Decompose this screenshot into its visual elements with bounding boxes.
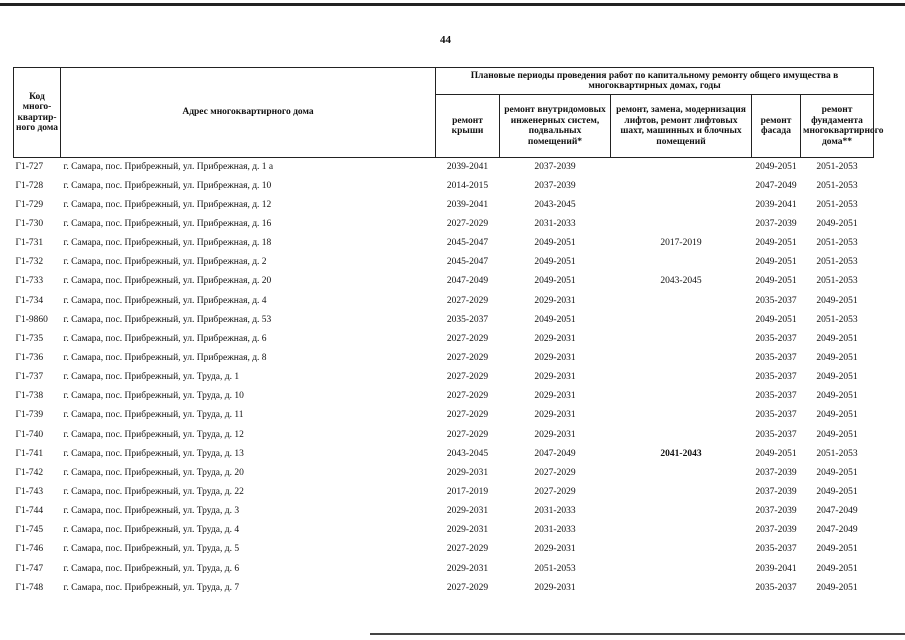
cell-systems: 2029-2031 (534, 582, 576, 593)
cell-lifts (611, 177, 752, 196)
cell-foundation: 2049-2051 (816, 486, 858, 497)
table-row (14, 272, 874, 291)
cell-systems: 2029-2031 (534, 429, 576, 440)
table-row (14, 177, 874, 196)
capital-repair-schedule-table (13, 67, 884, 598)
table-row (14, 579, 874, 598)
cell-facade: 2047-2049 (755, 180, 797, 191)
cell-lifts (611, 425, 752, 444)
cell-address: г. Самара, пос. Прибрежный, ул. Труда, д. 13 (63, 448, 244, 459)
cell-code: Г1-734 (15, 295, 44, 306)
cell-address: г. Самара, пос. Прибрежный, ул. Труда, д. 5 (63, 544, 240, 555)
cell-facade: 2037-2039 (755, 506, 797, 517)
cell-roof: 2043-2045 (446, 448, 489, 459)
cell-lifts: 2017-2019 (660, 238, 702, 249)
cell-facade: 2035-2037 (755, 410, 797, 421)
cell-facade: 2039-2041 (755, 199, 797, 210)
cell-lifts (611, 291, 752, 310)
cell-address: г. Самара, пос. Прибрежный, ул. Прибрежная, д. 18 (63, 238, 272, 249)
cell-systems: 2031-2033 (534, 506, 576, 517)
table-row (14, 158, 874, 177)
cell-systems: 2029-2031 (534, 410, 576, 421)
cell-foundation: 2049-2051 (816, 563, 858, 574)
cell-address: г. Самара, пос. Прибрежный, ул. Прибрежная, д. 10 (63, 180, 272, 191)
cell-roof: 2027-2029 (446, 372, 489, 383)
cell-systems: 2029-2031 (534, 295, 576, 306)
cell-roof: 2039-2041 (436, 158, 500, 177)
table-row (14, 368, 874, 387)
cell-lifts (611, 540, 752, 559)
table-row (14, 253, 874, 272)
cell-foundation: 2049-2051 (816, 582, 858, 593)
cell-systems: 2027-2029 (534, 467, 576, 478)
cell-lifts (611, 387, 752, 406)
cell-facade: 2049-2051 (755, 314, 797, 325)
cell-roof: 2014-2015 (446, 180, 489, 191)
table-row (14, 349, 874, 368)
cell-code: Г1-741 (15, 448, 44, 459)
cell-roof: 2027-2029 (446, 429, 489, 440)
cell-address: г. Самара, пос. Прибрежный, ул. Труда, д. 7 (63, 582, 240, 593)
cell-systems: 2037-2039 (500, 158, 611, 177)
cell-address: г. Самара, пос. Прибрежный, ул. Труда, д. 1 (63, 372, 240, 383)
cell-lifts (611, 253, 752, 272)
cell-foundation: 2049-2051 (816, 372, 858, 383)
cell-lifts (611, 502, 752, 521)
cell-lifts (611, 158, 752, 177)
cell-facade: 2049-2051 (752, 158, 801, 177)
cell-roof: 2017-2019 (446, 486, 489, 497)
cell-address: г. Самара, пос. Прибрежный, ул. Труда, д. 12 (63, 429, 244, 440)
header-address: Адрес многоквартирного дома (61, 68, 436, 158)
cell-address: г. Самара, пос. Прибрежный, ул. Прибрежная, д. 1 а (61, 158, 436, 177)
cell-lifts: 2043-2045 (660, 276, 702, 287)
cell-roof: 2027-2029 (446, 391, 489, 402)
cell-foundation: 2049-2051 (816, 467, 858, 478)
cell-lifts (611, 464, 752, 483)
cell-foundation: 2051-2053 (816, 448, 858, 459)
cell-code: Г1-735 (15, 333, 44, 344)
cell-lifts (611, 349, 752, 368)
cell-roof: 2029-2031 (446, 467, 489, 478)
cell-code: Г1-728 (15, 180, 44, 191)
cell-systems: 2031-2033 (534, 525, 576, 536)
cell-systems: 2049-2051 (534, 314, 576, 325)
cell-systems: 2029-2031 (534, 372, 576, 383)
cell-address: г. Самара, пос. Прибрежный, ул. Прибрежная, д. 20 (63, 276, 272, 287)
cell-facade: 2035-2037 (755, 582, 797, 593)
cell-address: г. Самара, пос. Прибрежный, ул. Прибрежная, д. 53 (63, 314, 272, 325)
cell-address: г. Самара, пос. Прибрежный, ул. Прибрежная, д. 8 (63, 352, 267, 363)
cell-systems: 2029-2031 (534, 352, 576, 363)
cell-address: г. Самара, пос. Прибрежный, ул. Прибрежная, д. 6 (63, 333, 267, 344)
cell-facade: 2035-2037 (755, 372, 797, 383)
header-roof: ремонт крыши (436, 95, 500, 158)
header-lifts: ремонт, замена, модернизация лифтов, ремонт лифтовых шахт, машинных и блочных помещений (611, 95, 752, 158)
cell-code: Г1-747 (15, 563, 44, 574)
cell-address: г. Самара, пос. Прибрежный, ул. Труда, д. 10 (63, 391, 244, 402)
cell-foundation: 2047-2049 (816, 525, 858, 536)
cell-foundation: 2051-2053 (816, 276, 858, 287)
cell-address: г. Самара, пос. Прибрежный, ул. Труда, д. 11 (63, 410, 244, 421)
cell-facade: 2037-2039 (755, 486, 797, 497)
header-group-title: Плановые периоды проведения работ по капитальному ремонту общего имущества в многоквартирных домах, годы (436, 68, 874, 95)
cell-code: Г1-730 (15, 218, 44, 229)
cell-roof: 2035-2037 (446, 314, 489, 325)
cell-foundation: 2051-2053 (816, 180, 858, 191)
cell-systems: 2049-2051 (534, 257, 576, 268)
cell-roof: 2027-2029 (446, 410, 489, 421)
cell-roof: 2039-2041 (446, 199, 489, 210)
cell-roof: 2027-2029 (446, 582, 489, 593)
cell-systems: 2029-2031 (534, 333, 576, 344)
table-row (14, 521, 874, 540)
cell-roof: 2027-2029 (446, 295, 489, 306)
cell-facade: 2035-2037 (755, 333, 797, 344)
table-row (14, 540, 874, 559)
cell-facade: 2035-2037 (755, 429, 797, 440)
cell-facade: 2035-2037 (755, 352, 797, 363)
cell-foundation: 2049-2051 (816, 218, 858, 229)
cell-foundation: 2051-2053 (816, 314, 858, 325)
cell-address: г. Самара, пос. Прибрежный, ул. Прибрежная, д. 12 (63, 199, 272, 210)
cell-lifts (611, 368, 752, 387)
cell-roof: 2047-2049 (446, 276, 489, 287)
cell-systems: 2047-2049 (534, 448, 576, 459)
cell-code: Г1-744 (15, 506, 44, 517)
cell-code: Г1-732 (15, 257, 44, 268)
table-row (14, 291, 874, 310)
cell-systems: 2029-2031 (534, 391, 576, 402)
cell-code: Г1-746 (15, 544, 44, 555)
cell-foundation: 2051-2053 (816, 257, 858, 268)
table-row (14, 464, 874, 483)
cell-facade: 2039-2041 (755, 563, 797, 574)
cell-address: г. Самара, пос. Прибрежный, ул. Прибрежная, д. 2 (63, 257, 267, 268)
cell-facade: 2035-2037 (755, 544, 797, 555)
cell-facade: 2049-2051 (755, 448, 797, 459)
cell-roof: 2027-2029 (446, 352, 489, 363)
cell-foundation: 2051-2053 (801, 158, 874, 177)
cell-code: Г1-731 (15, 238, 44, 249)
cell-code: Г1-740 (15, 429, 44, 440)
cell-address: г. Самара, пос. Прибрежный, ул. Труда, д. 3 (63, 506, 240, 517)
cell-code: Г1-733 (15, 276, 44, 287)
cell-roof: 2029-2031 (446, 506, 489, 517)
page-number: 44 (440, 34, 451, 46)
header-systems: ремонт внутридомовых инженерных систем, подвальных помещений* (500, 95, 611, 158)
cell-foundation: 2049-2051 (816, 333, 858, 344)
cell-facade: 2037-2039 (755, 467, 797, 478)
table-row (14, 196, 874, 215)
cell-lifts (611, 579, 752, 598)
cell-roof: 2027-2029 (446, 333, 489, 344)
cell-lifts (611, 196, 752, 215)
table-row (14, 445, 874, 464)
cell-code: Г1-727 (14, 158, 61, 177)
cell-roof: 2029-2031 (446, 563, 489, 574)
cell-systems: 2051-2053 (534, 563, 576, 574)
table-row (14, 425, 874, 444)
table-row (14, 215, 874, 234)
cell-systems: 2049-2051 (534, 238, 576, 249)
cell-foundation: 2047-2049 (816, 506, 858, 517)
cell-address: г. Самара, пос. Прибрежный, ул. Труда, д. 6 (63, 563, 240, 574)
cell-address: г. Самара, пос. Прибрежный, ул. Труда, д. 22 (63, 486, 244, 497)
cell-lifts (611, 521, 752, 540)
cell-systems: 2043-2045 (534, 199, 576, 210)
cell-roof: 2027-2029 (446, 218, 489, 229)
cell-address: г. Самара, пос. Прибрежный, ул. Труда, д. 20 (63, 467, 244, 478)
cell-code: Г1-738 (15, 391, 44, 402)
table-row (14, 311, 874, 330)
table-row (14, 502, 874, 521)
cell-foundation: 2049-2051 (816, 391, 858, 402)
table-row (14, 234, 874, 253)
cell-roof: 2045-2047 (446, 238, 489, 249)
cell-address: г. Самара, пос. Прибрежный, ул. Прибрежная, д. 16 (63, 218, 272, 229)
cell-foundation: 2049-2051 (816, 544, 858, 555)
cell-code: Г1-9860 (15, 314, 48, 325)
cell-foundation: 2051-2053 (816, 238, 858, 249)
cell-code: Г1-729 (15, 199, 44, 210)
cell-foundation: 2049-2051 (816, 295, 858, 306)
cell-foundation: 2049-2051 (816, 410, 858, 421)
header-facade: ремонт фасада (752, 95, 801, 158)
cell-foundation: 2049-2051 (816, 429, 858, 440)
cell-facade: 2037-2039 (755, 218, 797, 229)
cell-code: Г1-743 (15, 486, 44, 497)
cell-facade: 2035-2037 (755, 391, 797, 402)
cell-lifts (611, 215, 752, 234)
top-border-line (0, 3, 905, 6)
cell-code: Г1-736 (15, 352, 44, 363)
cell-facade: 2049-2051 (755, 276, 797, 287)
cell-lifts: 2041-2043 (660, 448, 702, 459)
table-body (14, 158, 874, 598)
cell-address: г. Самара, пос. Прибрежный, ул. Труда, д. 4 (63, 525, 240, 536)
cell-lifts (611, 559, 752, 578)
cell-systems: 2027-2029 (534, 486, 576, 497)
table-row (14, 406, 874, 425)
table-row (14, 330, 874, 349)
table-row (14, 387, 874, 406)
cell-roof: 2045-2047 (446, 257, 489, 268)
cell-roof: 2029-2031 (446, 525, 489, 536)
cell-code: Г1-745 (15, 525, 44, 536)
cell-lifts (611, 406, 752, 425)
bottom-border-line (370, 633, 905, 635)
header-code: Код много-квартир-ного дома (14, 68, 61, 158)
cell-facade: 2035-2037 (755, 295, 797, 306)
cell-facade: 2049-2051 (755, 238, 797, 249)
cell-lifts (611, 483, 752, 502)
cell-address: г. Самара, пос. Прибрежный, ул. Прибрежная, д. 4 (63, 295, 267, 306)
cell-systems: 2037-2039 (534, 180, 576, 191)
cell-systems: 2031-2033 (534, 218, 576, 229)
table-row (14, 559, 874, 578)
cell-code: Г1-748 (15, 582, 44, 593)
cell-systems: 2049-2051 (534, 276, 576, 287)
cell-lifts (611, 311, 752, 330)
cell-roof: 2027-2029 (446, 544, 489, 555)
cell-foundation: 2051-2053 (816, 199, 858, 210)
cell-code: Г1-739 (15, 410, 44, 421)
cell-code: Г1-737 (15, 372, 44, 383)
table-row (14, 483, 874, 502)
cell-code: Г1-742 (15, 467, 44, 478)
cell-facade: 2037-2039 (755, 525, 797, 536)
cell-foundation: 2049-2051 (816, 352, 858, 363)
cell-systems: 2029-2031 (534, 544, 576, 555)
cell-facade: 2049-2051 (755, 257, 797, 268)
header-foundation: ремонт фундамента многоквартирного дома** (801, 95, 874, 158)
cell-lifts (611, 330, 752, 349)
